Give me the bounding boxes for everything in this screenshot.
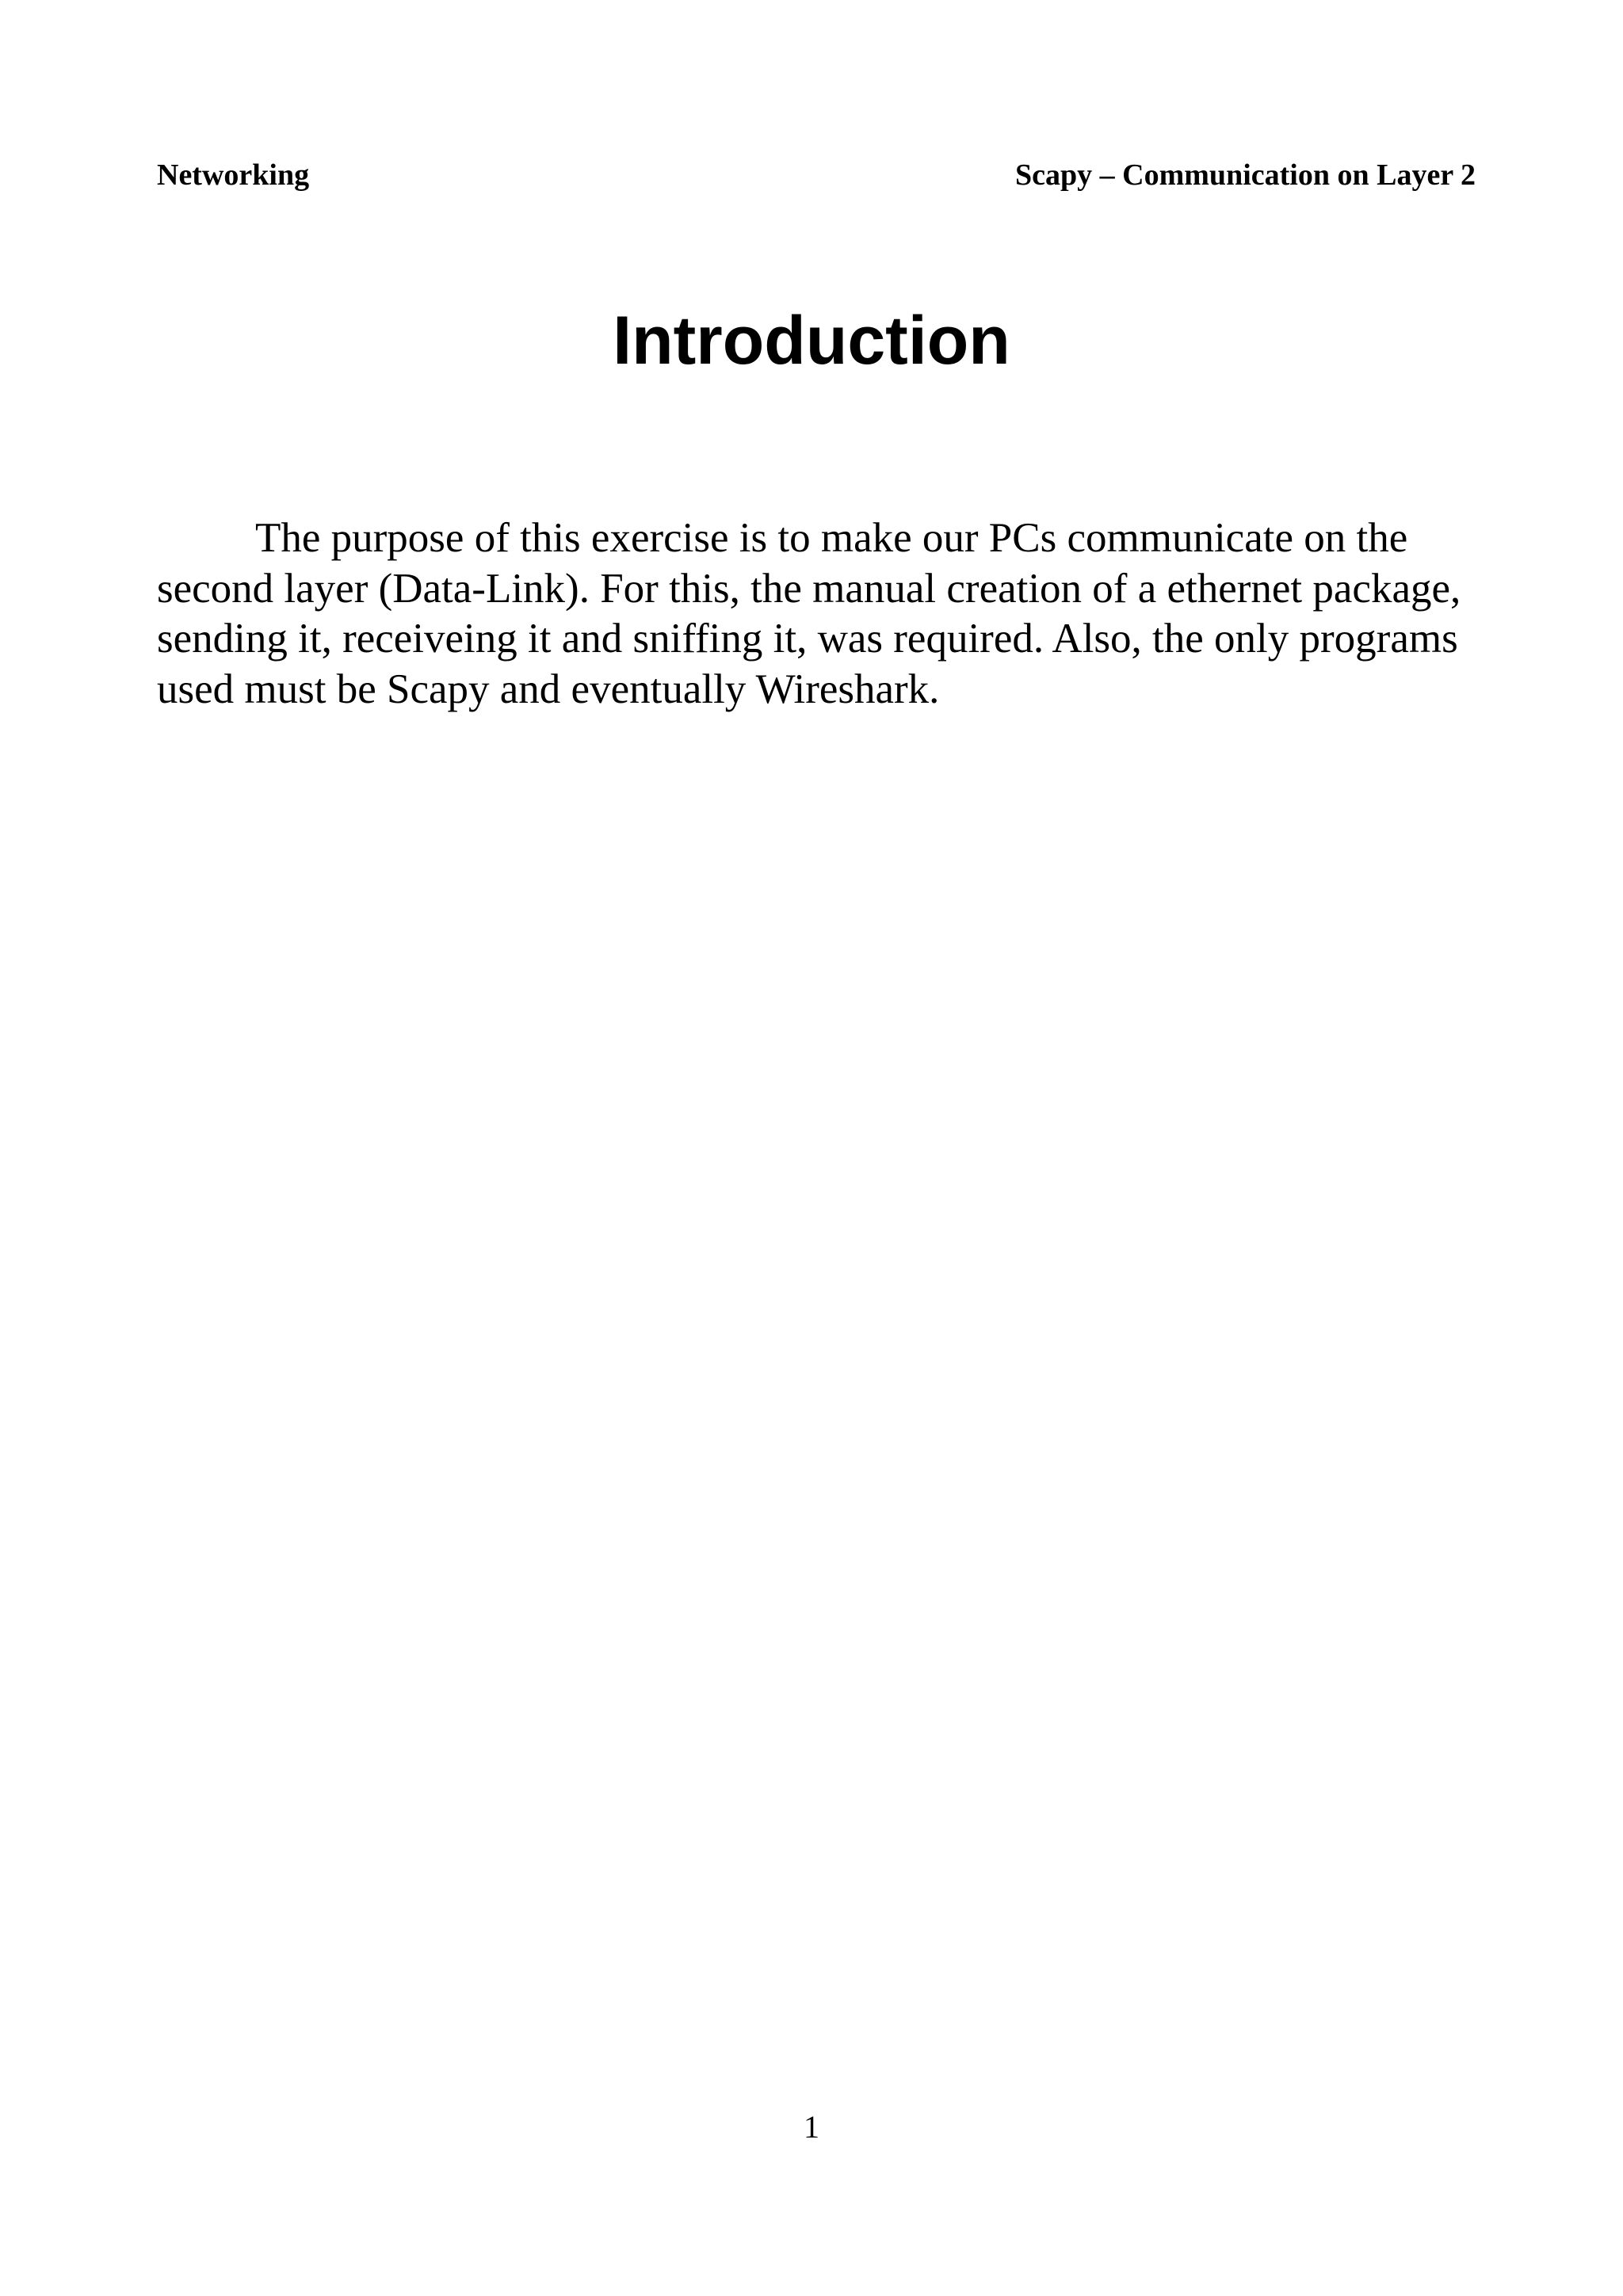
header-course-title: Networking	[157, 158, 310, 192]
introduction-paragraph: The purpose of this exercise is to make our PCs communicate on the second layer (Data-Link). For this, the manual creation of a ethernet package, sending it, receiveing it and sniffing it, was required. Also, the only programs used must be Scapy and eventually Wireshark.	[157, 515, 1461, 712]
running-header	[157, 155, 1476, 195]
page-title: Introduction	[613, 303, 1010, 379]
header-document-title: Scapy – Communication on Layer 2	[1015, 158, 1476, 192]
page-number: 1	[804, 2109, 819, 2145]
